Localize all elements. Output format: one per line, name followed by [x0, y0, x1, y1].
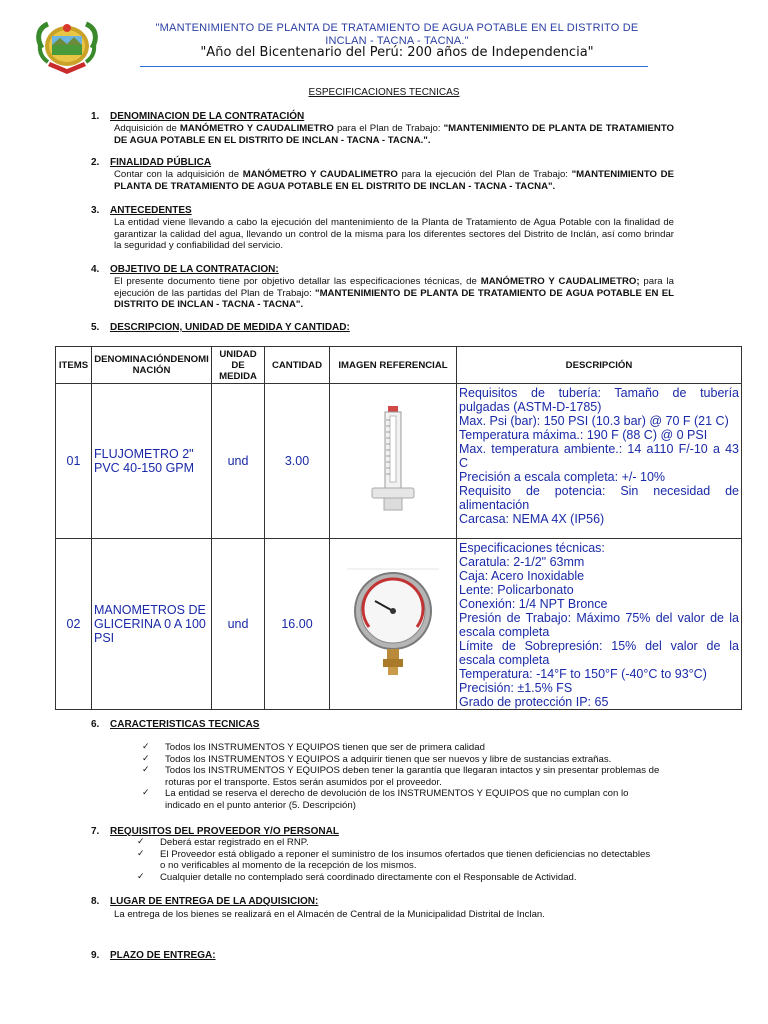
text-run: para el Plan de Trabajo: — [333, 123, 444, 134]
table-row — [56, 384, 742, 539]
checklist-text: El Proveedor está obligado a reponer el suministro de los insumos ofertados que tienen deficiencias no detectables o no verificables al momento de la recepción de los mismos. — [160, 848, 651, 871]
text-run: El presente documento tiene por objetivo detallar las especificaciones técnicas, de — [114, 276, 481, 287]
check-icon: ✓ — [137, 871, 145, 882]
section-body: La entrega de los bienes se realizará en el Almacén de Central de la Municipalidad Distrital de Inclan. — [114, 909, 545, 920]
text-run-bold: MANÓMETRO Y CAUDALIMETRO; — [480, 276, 640, 287]
column-header: CANTIDAD — [265, 347, 330, 384]
column-header: ITEMS — [56, 347, 92, 384]
checklist-item — [142, 788, 662, 811]
spec-line: Conexión: 1/4 NPT Bronce — [459, 597, 608, 611]
section-heading: CARACTERISTICAS TECNICAS — [110, 719, 260, 730]
section-heading: REQUISITOS DEL PROVEEDOR Y/O PERSONAL — [110, 826, 339, 837]
checklist-item — [137, 837, 657, 849]
pressure-gauge-image — [345, 567, 441, 677]
spec-line: Caratula: 2-1/2" 63mm — [459, 555, 585, 569]
column-header: DESCRIPCIÓN — [457, 347, 742, 384]
column-header: DENOMINACIÓNDENOMINACIÓN — [92, 347, 212, 384]
spec-line: Precisión a escala completa: +/- 10% — [459, 470, 666, 484]
municipal-coat-of-arms-icon — [34, 18, 100, 80]
section-number: 7. — [91, 826, 100, 837]
spec-line: Límite de Sobrepresión: 15% del valor de la escala completa — [459, 639, 739, 667]
section-heading: DENOMINACION DE LA CONTRATACIÓN — [110, 111, 305, 122]
spec-line: Temperatura máxima.: 190 F (88 C) @ 0 PSI — [459, 428, 708, 442]
checklist-item — [137, 872, 657, 884]
table-row — [56, 539, 742, 710]
check-icon: ✓ — [142, 742, 150, 752]
reference-image-cell — [330, 384, 457, 539]
item-name: FLUJOMETRO 2" PVC 40-150 GPM — [92, 384, 212, 539]
spec-line: Caja: Acero Inoxidable — [459, 569, 585, 583]
section-heading: DESCRIPCION, UNIDAD DE MEDIDA Y CANTIDAD: — [110, 322, 350, 333]
spec-line: Grado de protección IP: 65 — [459, 695, 609, 709]
spec-line: Max. temperatura ambiente.: 14 a110 F/-10 a 43 C — [459, 442, 739, 470]
spec-line: Max. Psi (bar): 150 PSI (10.3 bar) @ 70 F (21 C) — [459, 414, 729, 428]
check-icon: ✓ — [137, 848, 145, 859]
checklist-text: Todos los INSTRUMENTOS Y EQUIPOS a adquirir tienen que ser nuevos y libre de sustancias extrañas. — [165, 753, 612, 765]
header-divider — [140, 66, 648, 67]
section-number: 3. — [91, 205, 100, 216]
item-number: 02 — [56, 539, 92, 710]
spec-line: Presión de Trabajo: Máximo 75% del valor de la escala completa — [459, 611, 739, 639]
spec-line: Requisitos de tubería: Tamaño de tubería pulgadas (ASTM-D-1785) — [459, 386, 739, 414]
checklist-text: Todos los INSTRUMENTOS Y EQUIPOS deben tener la garantía que llegaran intactos y sin presentar problemas de roturas por el transporte. Estos serán asumidos por el proveedor. — [165, 765, 660, 788]
checklist-text: Cualquier detalle no contemplado será coordinado directamente con el Responsable de Actividad. — [160, 871, 577, 883]
checklist-item — [142, 754, 662, 766]
flowmeter-image — [368, 404, 418, 514]
section-heading: FINALIDAD PÚBLICA — [110, 157, 212, 168]
specifications-table — [55, 346, 742, 710]
text-run: Contar con la adquisición de — [114, 169, 243, 180]
item-number: 01 — [56, 384, 92, 539]
text-run: para la ejecución de las partidas del Plan de Trabajo: — [114, 276, 675, 299]
section-heading: LUGAR DE ENTREGA DE LA ADQUISICION: — [110, 896, 319, 907]
item-description — [457, 384, 742, 539]
text-run-bold: "MANTENIMIENTO DE PLANTA DE TRATAMIENTO DE AGUA POTABLE EN EL DISTRITO DE INCLAN - TACNA - TACNA". — [114, 169, 674, 192]
column-header: IMAGEN REFERENCIAL — [330, 347, 457, 384]
year-motto-line: "Año del Bicentenario del Perú: 200 años de Independencia" — [200, 45, 594, 60]
check-icon: ✓ — [142, 753, 150, 764]
section-heading: OBJETIVO DE LA CONTRATACION: — [110, 264, 279, 275]
document-title: ESPECIFICACIONES TECNICAS — [308, 87, 460, 98]
section-body: La entidad viene llevando a cabo la ejecución del mantenimiento de la Planta de Tratamiento de Agua Potable con la finalidad de garantizar la calidad del agua, llevando un control de la misma para los diferentes sectores del Distrito de Inclán, así como brindar la seguridad y confiabilidad del servicio. — [114, 217, 674, 251]
text-run-bold: "MANTENIMIENTO DE PLANTA DE TRATAMIENTO DE AGUA POTABLE EN EL DISTRITO DE INCLAN - TACNA - TACNA". — [114, 287, 675, 310]
section-number: 4. — [91, 264, 100, 275]
checklist-item — [142, 742, 662, 754]
section-number: 9. — [91, 950, 100, 961]
spec-line: Lente: Policarbonato — [459, 583, 574, 597]
project-title-line: "MANTENIMIENTO DE PLANTA DE TRATAMIENTO DE AGUA POTABLE EN EL DISTRITO DE INCLAN - TACNA - TACNA." — [155, 22, 639, 47]
provider-requirements-checklist — [137, 837, 657, 883]
spec-line: Especificaciones técnicas: — [459, 541, 605, 555]
check-icon: ✓ — [142, 765, 150, 775]
text-run-bold: MANÓMETRO Y CAUDALIMETRO — [179, 123, 334, 134]
characteristics-checklist — [142, 742, 662, 811]
document-header — [0, 0, 768, 80]
text-run: para la ejecución del Plan de Trabajo: — [397, 169, 572, 180]
reference-image-cell — [330, 539, 457, 710]
spec-line: Temperatura: -14°F to 150°F (-40°C to 93°C) — [459, 667, 707, 681]
item-quantity: 16.00 — [265, 539, 330, 710]
item-unit: und — [212, 539, 265, 710]
section-number: 1. — [91, 111, 100, 122]
section-number: 2. — [91, 157, 100, 168]
checklist-text: Deberá estar registrado en el RNP. — [160, 837, 309, 848]
checklist-item — [142, 765, 662, 788]
section-number: 5. — [91, 322, 100, 333]
item-unit: und — [212, 384, 265, 539]
spec-line: Precisión: ±1.5% FS — [459, 681, 573, 695]
checklist-text: Todos los INSTRUMENTOS Y EQUIPOS tienen que ser de primera calidad — [165, 742, 485, 753]
text-run-bold: "MANTENIMIENTO DE PLANTA DE TRATAMIENTO DE AGUA POTABLE EN EL DISTRITO DE INCLAN - TACNA - TACNA.". — [114, 123, 675, 146]
text-run: Adquisición de — [114, 123, 180, 134]
text-run-bold: MANÓMETRO Y CAUDALIMETRO — [242, 169, 398, 180]
spec-line: Requisito de potencia: Sin necesidad de alimentación — [459, 484, 739, 512]
checklist-text: La entidad se reserva el derecho de devolución de los INSTRUMENTOS Y EQUIPOS que no cumplan con lo indicado en el punto anterior (5. Descripción) — [165, 788, 629, 811]
item-name: MANOMETROS DE GLICERINA 0 A 100 PSI — [92, 539, 212, 710]
section-body — [114, 276, 674, 311]
section-body — [114, 169, 674, 192]
check-icon: ✓ — [142, 788, 150, 798]
item-quantity: 3.00 — [265, 384, 330, 539]
section-number: 6. — [91, 719, 100, 730]
table-header-row — [56, 347, 742, 384]
section-body — [114, 123, 674, 146]
check-icon: ✓ — [137, 837, 145, 847]
checklist-item — [137, 849, 657, 872]
column-header: UNIDAD DE MEDIDA — [212, 347, 265, 384]
section-heading: PLAZO DE ENTREGA: — [110, 950, 216, 961]
item-description — [457, 539, 742, 710]
spec-line: Carcasa: NEMA 4X (IP56) — [459, 512, 605, 526]
section-heading: ANTECEDENTES — [110, 205, 192, 216]
section-number: 8. — [91, 896, 100, 907]
